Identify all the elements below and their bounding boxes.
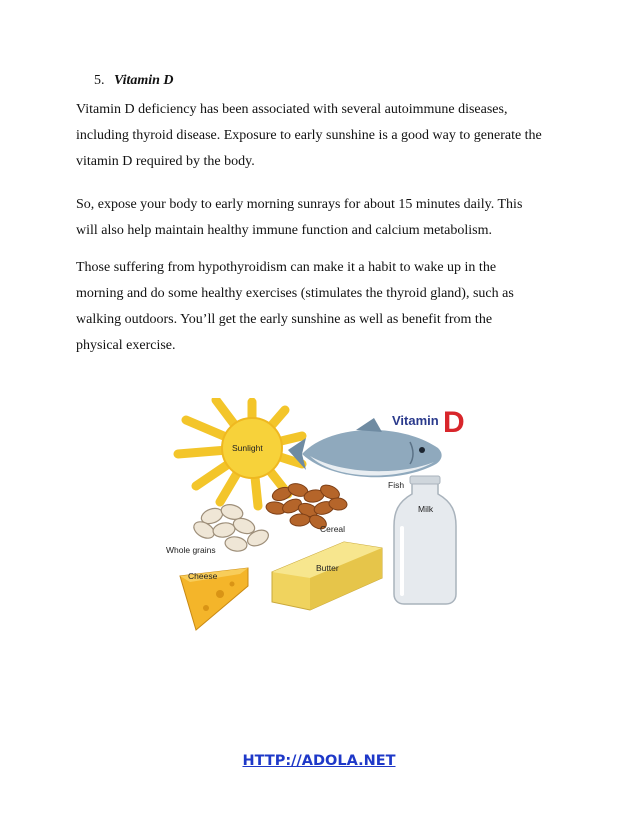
paragraph-vitamin-d-deficiency — [76, 97, 576, 175]
footer-website-link[interactable]: HTTP://ADOLA.NET — [242, 753, 396, 769]
paragraph-line: including thyroid disease. Exposure to early sunshine is a good way to generate the — [76, 128, 542, 143]
paragraph-line: will also help maintain healthy immune function and calcium metabolism. — [76, 223, 493, 238]
vitamin-title-prefix: Vitamin — [392, 413, 439, 428]
paragraph-line: Vitamin D deficiency has been associated with several autoimmune diseases, — [76, 102, 508, 117]
paragraph-morning-sunrays — [76, 192, 576, 244]
butter-icon — [272, 542, 382, 610]
vitamin-d-sources-illustration — [160, 398, 480, 633]
whole-grains-label: Whole grains — [166, 545, 216, 555]
section-title: Vitamin D — [114, 73, 174, 88]
paragraph-line: physical exercise. — [76, 338, 176, 353]
paragraph-line: vitamin D required by the body. — [76, 154, 255, 169]
fish-label: Fish — [388, 480, 405, 490]
cheese-label: Cheese — [188, 571, 218, 581]
butter-label: Butter — [316, 563, 339, 573]
vitamin-title-letter: D — [443, 406, 465, 439]
paragraph-line: morning and do some healthy exercises (stimulates the thyroid gland), such as — [76, 286, 514, 301]
paragraph-line: Those suffering from hypothyroidism can make it a habit to wake up in the — [76, 260, 497, 275]
milk-label: Milk — [418, 504, 434, 514]
sunlight-label: Sunlight — [232, 443, 263, 453]
paragraph-line: walking outdoors. You’ll get the early sunshine as well as benefit from the — [76, 312, 493, 327]
paragraph-hypothyroidism-exercise — [76, 255, 576, 359]
milk-bottle-icon — [394, 476, 456, 604]
section-heading — [94, 73, 174, 89]
paragraph-line: So, expose your body to early morning sunrays for about 15 minutes daily. This — [76, 197, 523, 212]
cereal-label: Cereal — [320, 524, 346, 534]
section-number: 5. — [94, 73, 105, 88]
